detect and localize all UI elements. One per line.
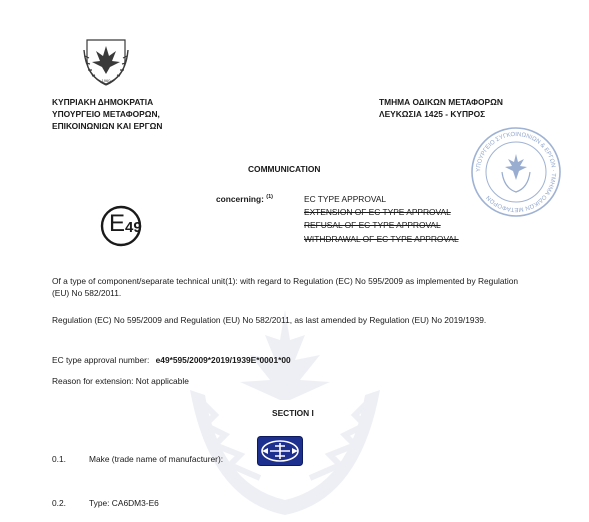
- paragraph-regulation: Regulation (EC) No 595/2009 and Regulation (EU) No 582/2011, as last amended by Regulation (EU) No 2019/1939.: [52, 315, 487, 325]
- option-refusal: REFUSAL OF EC TYPE APPROVAL: [304, 220, 441, 230]
- page-title: COMMUNICATION: [248, 164, 321, 174]
- header-left-line-3: ΕΠΙΚΟΙΝΩΝΙΩΝ ΚΑΙ ΕΡΓΩΝ: [52, 121, 163, 131]
- option-type-approval: EC TYPE APPROVAL: [304, 194, 387, 204]
- concerning-footnote: (1): [266, 194, 273, 201]
- option-extension: EXTENSION OF EC TYPE APPROVAL: [304, 207, 451, 217]
- approval-number-row: [52, 355, 291, 365]
- option-withdrawal: WITHDRAWAL OF EC TYPE APPROVAL: [304, 234, 459, 244]
- concerning-text: concerning:: [216, 194, 264, 204]
- header-right-line-2: ΛΕΥΚΩΣΙΑ 1425 - ΚΥΠΡΟΣ: [379, 109, 486, 119]
- header-left-line-1: ΚΥΠΡΙΑΚΗ ΔΗΜΟΚΡΑΤΙΑ: [52, 97, 154, 107]
- header-left-line-2: ΥΠΟΥΡΓΕΙΟ ΜΕΤΑΦΟΡΩΝ,: [52, 109, 160, 119]
- svg-text:ΥΠΟΥΡΓΕΙΟ ΣΥΓΚΟΙΝΩΝΙΩΝ & ΕΡΓΩΝ: ΥΠΟΥΡΓΕΙΟ ΣΥΓΚΟΙΝΩΝΙΩΝ & ΕΡΓΩΝ · ΤΜΗΜΑ ΟΔΙΚΩΝ ΜΕΤΑΦΟΡΩΝ: [475, 131, 557, 213]
- header-right-line-1: ΤΜΗΜΑ ΟΔΙΚΩΝ ΜΕΤΑΦΟΡΩΝ: [379, 97, 503, 107]
- item-0-2-number: 0.2.: [52, 498, 66, 508]
- e-mark-number: 49: [125, 219, 142, 236]
- paragraph-component-type: Of a type of component/separate technical unit(1): with regard to Regulation (EC) No 595/2009 as implemented by Regulation (EU) No 582/2011.: [52, 276, 519, 298]
- item-0-1-number: 0.1.: [52, 454, 66, 464]
- manufacturer-logo-icon: [257, 436, 303, 466]
- official-seal-stamp: [470, 126, 562, 218]
- svg-text:1960: 1960: [101, 78, 111, 83]
- item-0-2-label: Type: CA6DM3-E6: [89, 498, 159, 508]
- reason-for-extension: Reason for extension: Not applicable: [52, 376, 189, 386]
- item-0-1-label: Make (trade name of manufacturer):: [89, 454, 224, 464]
- approval-number-label: EC type approval number:: [52, 355, 150, 365]
- section-heading: SECTION I: [272, 408, 314, 418]
- e-approval-mark: [98, 203, 154, 249]
- e-mark-letter: E: [109, 210, 126, 237]
- cyprus-emblem-icon: [82, 36, 130, 86]
- concerning-label: [216, 194, 273, 204]
- approval-number-value: e49*595/2009*2019/1939E*0001*00: [155, 355, 291, 365]
